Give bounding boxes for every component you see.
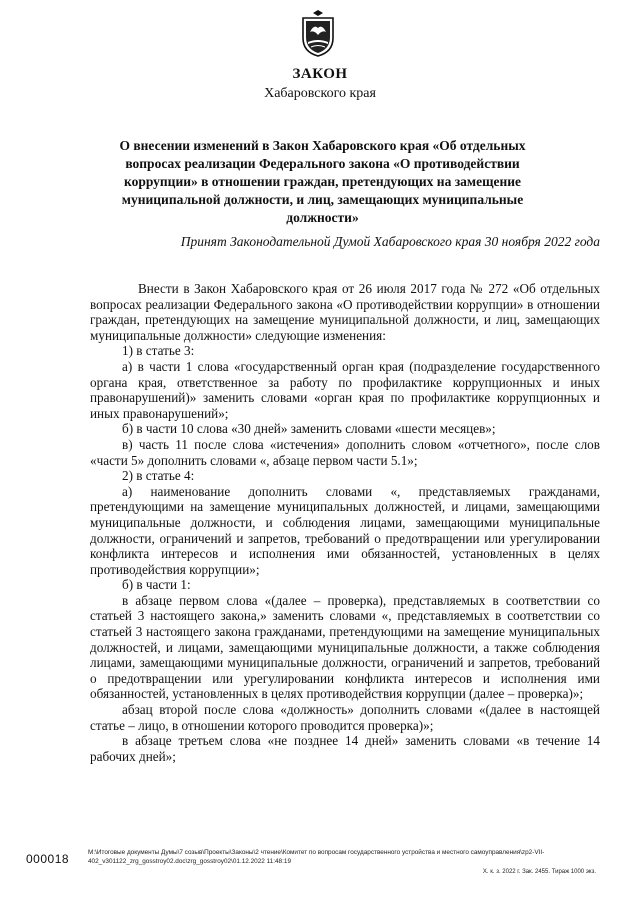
region-heading: Хабаровского края — [264, 86, 376, 101]
paragraph: в абзаце первом слова «(далее – проверка), представляемых в соответствии со статьей 3 настоящего закона,» заменить словами «, представляемых в соответствии со статьей 3 настоящего закона гражданами, претендующими на замещение муниципальных должностей, и лицами, замещающими муниципальные должности, а также соблюдения лицами, замещающими муниципальные должности, ограничений и запретов, требований о предотвращении или урегулировании конфликта интересов и исполнения ими обязанностей, установленных в целях противодействия коррупции (далее – проверка)»; — [90, 592, 600, 702]
paragraph: в) часть 11 после слова «истечения» дополнить словом «отчетного», после слов «части 5» дополнить словами «, абзаце первом части 5.1»; — [90, 436, 600, 468]
adoption-note: Принят Законодательной Думой Хабаровского края 30 ноября 2022 года — [180, 234, 600, 249]
paragraph: Внести в Закон Хабаровского края от 26 июля 2017 года № 272 «Об отдельных вопросах реализации Федерального закона «О противодействии коррупции» в отношении граждан, претендующих на замещение муниципальной должности, и лиц, замещающих муниципальные должности» следующие изменения: — [90, 281, 600, 343]
print-info: Х. к. з. 2022 г. Зак. 2455. Тираж 1000 экз. — [482, 869, 596, 875]
paragraph: б) в части 10 слова «30 дней» заменить словами «шести месяцев»; — [122, 421, 496, 437]
paragraph: 2) в статье 4: — [122, 468, 195, 484]
paragraph: б) в части 1: — [122, 577, 191, 593]
file-path: M:\Итоговые документы Думы\7 созыв\Проекты\Законы\2 чтение\Комитет по вопросам государственного устройства и местного самоуправления\zp2-VII-402_v301122_zrg_gosstroy02.doc\zrg_gosstroy02\01.12.2022 11:48:19 — [88, 849, 545, 865]
paragraph: а) в части 1 слова «государственный орган края (подразделение государственного органа края, ответственное за работу по профилактике коррупционных и иных правонарушений)» заменить словами «орган края по профилактике коррупционных и иных правонарушений»; — [90, 358, 600, 421]
paragraph: 1) в статье 3: — [122, 343, 195, 359]
paragraph: в абзаце третьем слова «не позднее 14 дней» заменить словами «в течение 14 рабочих дней»; — [90, 733, 600, 764]
document-type-heading: ЗАКОН — [292, 66, 348, 82]
document-number: 000018 — [26, 852, 70, 866]
paragraph: абзац второй после слова «должность» дополнить словами «(далее в настоящей статье – лицо, в отношении которого проводится проверка)»; — [90, 702, 600, 733]
paragraph: а) наименование дополнить словами «, представляемых гражданами, претендующими на замещение муниципальных должностей, и лицами, замещающими муниципальные должности, и соблюдения лицами, замещающими муниципальные должности, ограничений и запретов, требований о предотвращении или урегулировании конфликта интересов и исполнения ими обязанностей, установленных в целях противодействия коррупции»; — [90, 483, 600, 577]
law-title: О внесении изменений в Закон Хабаровского края «Об отдельных вопросах реализации Федерального закона «О противодействии коррупции» в отношении граждан, претендующих на замещение муниципальной должности, и лиц, замещающих муниципальные должности» — [119, 138, 526, 225]
law-body — [90, 281, 600, 764]
coat-of-arms-icon — [299, 8, 337, 58]
